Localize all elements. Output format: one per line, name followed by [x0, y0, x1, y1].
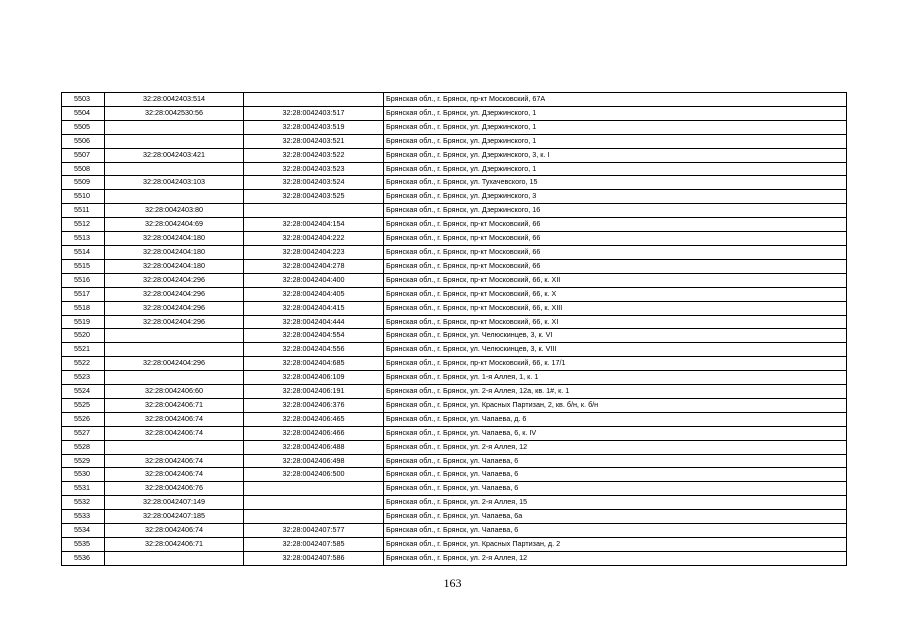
- address-cell: Брянская обл., г. Брянск, ул. Дзержинского, 1: [384, 162, 847, 176]
- table-row: [62, 398, 847, 412]
- table-row: [62, 412, 847, 426]
- object-cadastral-number-cell: 32:28:0042403:523: [244, 162, 384, 176]
- object-cadastral-number-cell: 32:28:0042406:465: [244, 412, 384, 426]
- address-cell: Брянская обл., г. Брянск, ул. 2-я Аллея, 12: [384, 551, 847, 565]
- address-cell: Брянская обл., г. Брянск, пр-кт Московский, 66: [384, 218, 847, 232]
- object-cadastral-number-cell: 32:28:0042406:191: [244, 385, 384, 399]
- address-cell: Брянская обл., г. Брянск, ул. Дзержинского, 1: [384, 120, 847, 134]
- table-row: [62, 134, 847, 148]
- cadastral-number-cell: [105, 120, 244, 134]
- row-number-cell: 5525: [62, 398, 105, 412]
- table-row: [62, 468, 847, 482]
- object-cadastral-number-cell: 32:28:0042403:524: [244, 176, 384, 190]
- row-number-cell: 5527: [62, 426, 105, 440]
- address-cell: Брянская обл., г. Брянск, ул. Чапаева, 6: [384, 468, 847, 482]
- cadastral-number-cell: [105, 343, 244, 357]
- row-number-cell: 5519: [62, 315, 105, 329]
- address-cell: Брянская обл., г. Брянск, ул. Красных Партизан, 2, кв. б/н, к. б/н: [384, 398, 847, 412]
- object-cadastral-number-cell: 32:28:0042406:488: [244, 440, 384, 454]
- table-row: [62, 551, 847, 565]
- object-cadastral-number-cell: 32:28:0042404:154: [244, 218, 384, 232]
- address-cell: Брянская обл., г. Брянск, ул. 2-я Аллея, 12а, кв. 1#, к. 1: [384, 385, 847, 399]
- object-cadastral-number-cell: 32:28:0042407:577: [244, 524, 384, 538]
- row-number-cell: 5506: [62, 134, 105, 148]
- table-row: [62, 385, 847, 399]
- address-cell: Брянская обл., г. Брянск, пр-кт Московский, 66: [384, 259, 847, 273]
- cadastral-number-cell: 32:28:0042407:185: [105, 510, 244, 524]
- address-cell: Брянская обл., г. Брянск, ул. Чапаева, 6а: [384, 510, 847, 524]
- row-number-cell: 5522: [62, 357, 105, 371]
- address-cell: Брянская обл., г. Брянск, ул. 2-я Аллея, 15: [384, 496, 847, 510]
- row-number-cell: 5503: [62, 93, 105, 107]
- cadastral-number-cell: 32:28:0042404:180: [105, 245, 244, 259]
- address-cell: Брянская обл., г. Брянск, ул. Челюскинцев, 3, к. VIII: [384, 343, 847, 357]
- cadastral-number-cell: 32:28:0042403:80: [105, 204, 244, 218]
- object-cadastral-number-cell: 32:28:0042404:400: [244, 273, 384, 287]
- address-cell: Брянская обл., г. Брянск, ул. Чапаева, 6: [384, 482, 847, 496]
- table-row: [62, 538, 847, 552]
- object-cadastral-number-cell: 32:28:0042404:444: [244, 315, 384, 329]
- cadastral-number-cell: 32:28:0042406:74: [105, 468, 244, 482]
- address-cell: Брянская обл., г. Брянск, ул. Чапаева, 6: [384, 524, 847, 538]
- table-row: [62, 245, 847, 259]
- address-cell: Брянская обл., г. Брянск, пр-кт Московский, 66, к. XIII: [384, 301, 847, 315]
- cadastral-number-cell: [105, 134, 244, 148]
- cadastral-number-cell: 32:28:0042404:296: [105, 273, 244, 287]
- object-cadastral-number-cell: 32:28:0042406:466: [244, 426, 384, 440]
- object-cadastral-number-cell: 32:28:0042404:278: [244, 259, 384, 273]
- table-row: [62, 218, 847, 232]
- address-cell: Брянская обл., г. Брянск, пр-кт Московский, 66: [384, 245, 847, 259]
- table-row: [62, 287, 847, 301]
- row-number-cell: 5507: [62, 148, 105, 162]
- object-cadastral-number-cell: 32:28:0042404:223: [244, 245, 384, 259]
- row-number-cell: 5516: [62, 273, 105, 287]
- table-row: [62, 329, 847, 343]
- address-cell: Брянская обл., г. Брянск, ул. Дзержинского, 1: [384, 134, 847, 148]
- table-row: [62, 343, 847, 357]
- row-number-cell: 5534: [62, 524, 105, 538]
- row-number-cell: 5524: [62, 385, 105, 399]
- cadastral-number-cell: [105, 551, 244, 565]
- cadastral-number-cell: 32:28:0042403:103: [105, 176, 244, 190]
- address-cell: Брянская обл., г. Брянск, ул. Дзержинского, 3: [384, 190, 847, 204]
- table-row: [62, 524, 847, 538]
- table-row: [62, 232, 847, 246]
- cadastral-number-cell: 32:28:0042407:149: [105, 496, 244, 510]
- object-cadastral-number-cell: 32:28:0042406:376: [244, 398, 384, 412]
- table-row: [62, 440, 847, 454]
- address-cell: Брянская обл., г. Брянск, ул. Чапаева, 6: [384, 454, 847, 468]
- row-number-cell: 5517: [62, 287, 105, 301]
- object-cadastral-number-cell: 32:28:0042403:519: [244, 120, 384, 134]
- address-cell: Брянская обл., г. Брянск, пр-кт Московский, 66, к. XI: [384, 315, 847, 329]
- cadastral-number-cell: 32:28:0042404:69: [105, 218, 244, 232]
- row-number-cell: 5518: [62, 301, 105, 315]
- cadastral-number-cell: [105, 440, 244, 454]
- address-cell: Брянская обл., г. Брянск, пр-кт Московский, 66: [384, 232, 847, 246]
- row-number-cell: 5510: [62, 190, 105, 204]
- cadastral-number-cell: 32:28:0042406:74: [105, 454, 244, 468]
- address-cell: Брянская обл., г. Брянск, пр-кт Московский, 67А: [384, 93, 847, 107]
- cadastral-number-cell: 32:28:0042406:71: [105, 538, 244, 552]
- cadastral-number-cell: 32:28:0042403:514: [105, 93, 244, 107]
- table-row: [62, 510, 847, 524]
- object-cadastral-number-cell: 32:28:0042403:525: [244, 190, 384, 204]
- table-row: [62, 190, 847, 204]
- row-number-cell: 5520: [62, 329, 105, 343]
- object-cadastral-number-cell: 32:28:0042404:415: [244, 301, 384, 315]
- address-cell: Брянская обл., г. Брянск, ул. Дзержинского, 16: [384, 204, 847, 218]
- object-cadastral-number-cell: 32:28:0042404:405: [244, 287, 384, 301]
- cadastral-number-cell: 32:28:0042404:296: [105, 357, 244, 371]
- table-row: [62, 496, 847, 510]
- table-row: [62, 162, 847, 176]
- table-body: [62, 93, 847, 566]
- object-cadastral-number-cell: 32:28:0042407:586: [244, 551, 384, 565]
- address-cell: Брянская обл., г. Брянск, ул. Чапаева, д. 6: [384, 412, 847, 426]
- table-row: [62, 176, 847, 190]
- row-number-cell: 5515: [62, 259, 105, 273]
- address-cell: Брянская обл., г. Брянск, ул. Красных Партизан, д. 2: [384, 538, 847, 552]
- table-row: [62, 426, 847, 440]
- cadastral-table: [61, 92, 847, 566]
- object-cadastral-number-cell: [244, 482, 384, 496]
- cadastral-number-cell: 32:28:0042404:296: [105, 315, 244, 329]
- cadastral-number-cell: 32:28:0042406:71: [105, 398, 244, 412]
- row-number-cell: 5521: [62, 343, 105, 357]
- row-number-cell: 5536: [62, 551, 105, 565]
- row-number-cell: 5528: [62, 440, 105, 454]
- table-row: [62, 120, 847, 134]
- cadastral-number-cell: [105, 190, 244, 204]
- row-number-cell: 5530: [62, 468, 105, 482]
- object-cadastral-number-cell: [244, 496, 384, 510]
- address-cell: Брянская обл., г. Брянск, ул. Чапаева, 6, к. IV: [384, 426, 847, 440]
- object-cadastral-number-cell: [244, 510, 384, 524]
- row-number-cell: 5535: [62, 538, 105, 552]
- cadastral-number-cell: [105, 329, 244, 343]
- cadastral-number-cell: [105, 371, 244, 385]
- address-cell: Брянская обл., г. Брянск, пр-кт Московский, 66, к. X: [384, 287, 847, 301]
- table-row: [62, 259, 847, 273]
- table-row: [62, 301, 847, 315]
- table-row: [62, 148, 847, 162]
- cadastral-number-cell: 32:28:0042404:296: [105, 287, 244, 301]
- table-row: [62, 482, 847, 496]
- page-number: 163: [443, 576, 462, 590]
- table-row: [62, 315, 847, 329]
- cadastral-number-cell: 32:28:0042404:296: [105, 301, 244, 315]
- address-cell: Брянская обл., г. Брянск, пр-кт Московский, 66, к. XII: [384, 273, 847, 287]
- row-number-cell: 5529: [62, 454, 105, 468]
- row-number-cell: 5508: [62, 162, 105, 176]
- row-number-cell: 5532: [62, 496, 105, 510]
- object-cadastral-number-cell: [244, 93, 384, 107]
- address-cell: Брянская обл., г. Брянск, ул. 2-я Аллея, 12: [384, 440, 847, 454]
- address-cell: Брянская обл., г. Брянск, ул. Дзержинского, 3, к. I: [384, 148, 847, 162]
- address-cell: Брянская обл., г. Брянск, ул. Челюскинцев, 3, к. VI: [384, 329, 847, 343]
- address-cell: Брянская обл., г. Брянск, пр-кт Московский, 66, к. 17/1: [384, 357, 847, 371]
- row-number-cell: 5531: [62, 482, 105, 496]
- row-number-cell: 5512: [62, 218, 105, 232]
- table-row: [62, 106, 847, 120]
- address-cell: Брянская обл., г. Брянск, ул. Тухачевского, 15: [384, 176, 847, 190]
- object-cadastral-number-cell: 32:28:0042403:517: [244, 106, 384, 120]
- object-cadastral-number-cell: 32:28:0042403:521: [244, 134, 384, 148]
- object-cadastral-number-cell: 32:28:0042406:498: [244, 454, 384, 468]
- object-cadastral-number-cell: 32:28:0042407:585: [244, 538, 384, 552]
- row-number-cell: 5511: [62, 204, 105, 218]
- object-cadastral-number-cell: 32:28:0042406:109: [244, 371, 384, 385]
- address-cell: Брянская обл., г. Брянск, ул. 1-я Аллея, 1, к. 1: [384, 371, 847, 385]
- address-cell: Брянская обл., г. Брянск, ул. Дзержинского, 1: [384, 106, 847, 120]
- object-cadastral-number-cell: 32:28:0042404:222: [244, 232, 384, 246]
- object-cadastral-number-cell: 32:28:0042403:522: [244, 148, 384, 162]
- cadastral-number-cell: [105, 162, 244, 176]
- cadastral-number-cell: 32:28:0042530:56: [105, 106, 244, 120]
- row-number-cell: 5513: [62, 232, 105, 246]
- object-cadastral-number-cell: 32:28:0042406:500: [244, 468, 384, 482]
- cadastral-number-cell: 32:28:0042406:74: [105, 412, 244, 426]
- cadastral-number-cell: 32:28:0042406:60: [105, 385, 244, 399]
- cadastral-number-cell: 32:28:0042404:180: [105, 232, 244, 246]
- row-number-cell: 5504: [62, 106, 105, 120]
- table-row: [62, 357, 847, 371]
- table-row: [62, 454, 847, 468]
- object-cadastral-number-cell: 32:28:0042404:685: [244, 357, 384, 371]
- table-row: [62, 204, 847, 218]
- table-row: [62, 273, 847, 287]
- row-number-cell: 5505: [62, 120, 105, 134]
- object-cadastral-number-cell: [244, 204, 384, 218]
- cadastral-number-cell: 32:28:0042406:74: [105, 524, 244, 538]
- cadastral-number-cell: 32:28:0042406:76: [105, 482, 244, 496]
- table-row: [62, 371, 847, 385]
- row-number-cell: 5533: [62, 510, 105, 524]
- cadastral-number-cell: 32:28:0042403:421: [105, 148, 244, 162]
- object-cadastral-number-cell: 32:28:0042404:556: [244, 343, 384, 357]
- row-number-cell: 5514: [62, 245, 105, 259]
- row-number-cell: 5523: [62, 371, 105, 385]
- cadastral-number-cell: 32:28:0042406:74: [105, 426, 244, 440]
- object-cadastral-number-cell: 32:28:0042404:554: [244, 329, 384, 343]
- cadastral-number-cell: 32:28:0042404:180: [105, 259, 244, 273]
- row-number-cell: 5509: [62, 176, 105, 190]
- table-row: [62, 93, 847, 107]
- row-number-cell: 5526: [62, 412, 105, 426]
